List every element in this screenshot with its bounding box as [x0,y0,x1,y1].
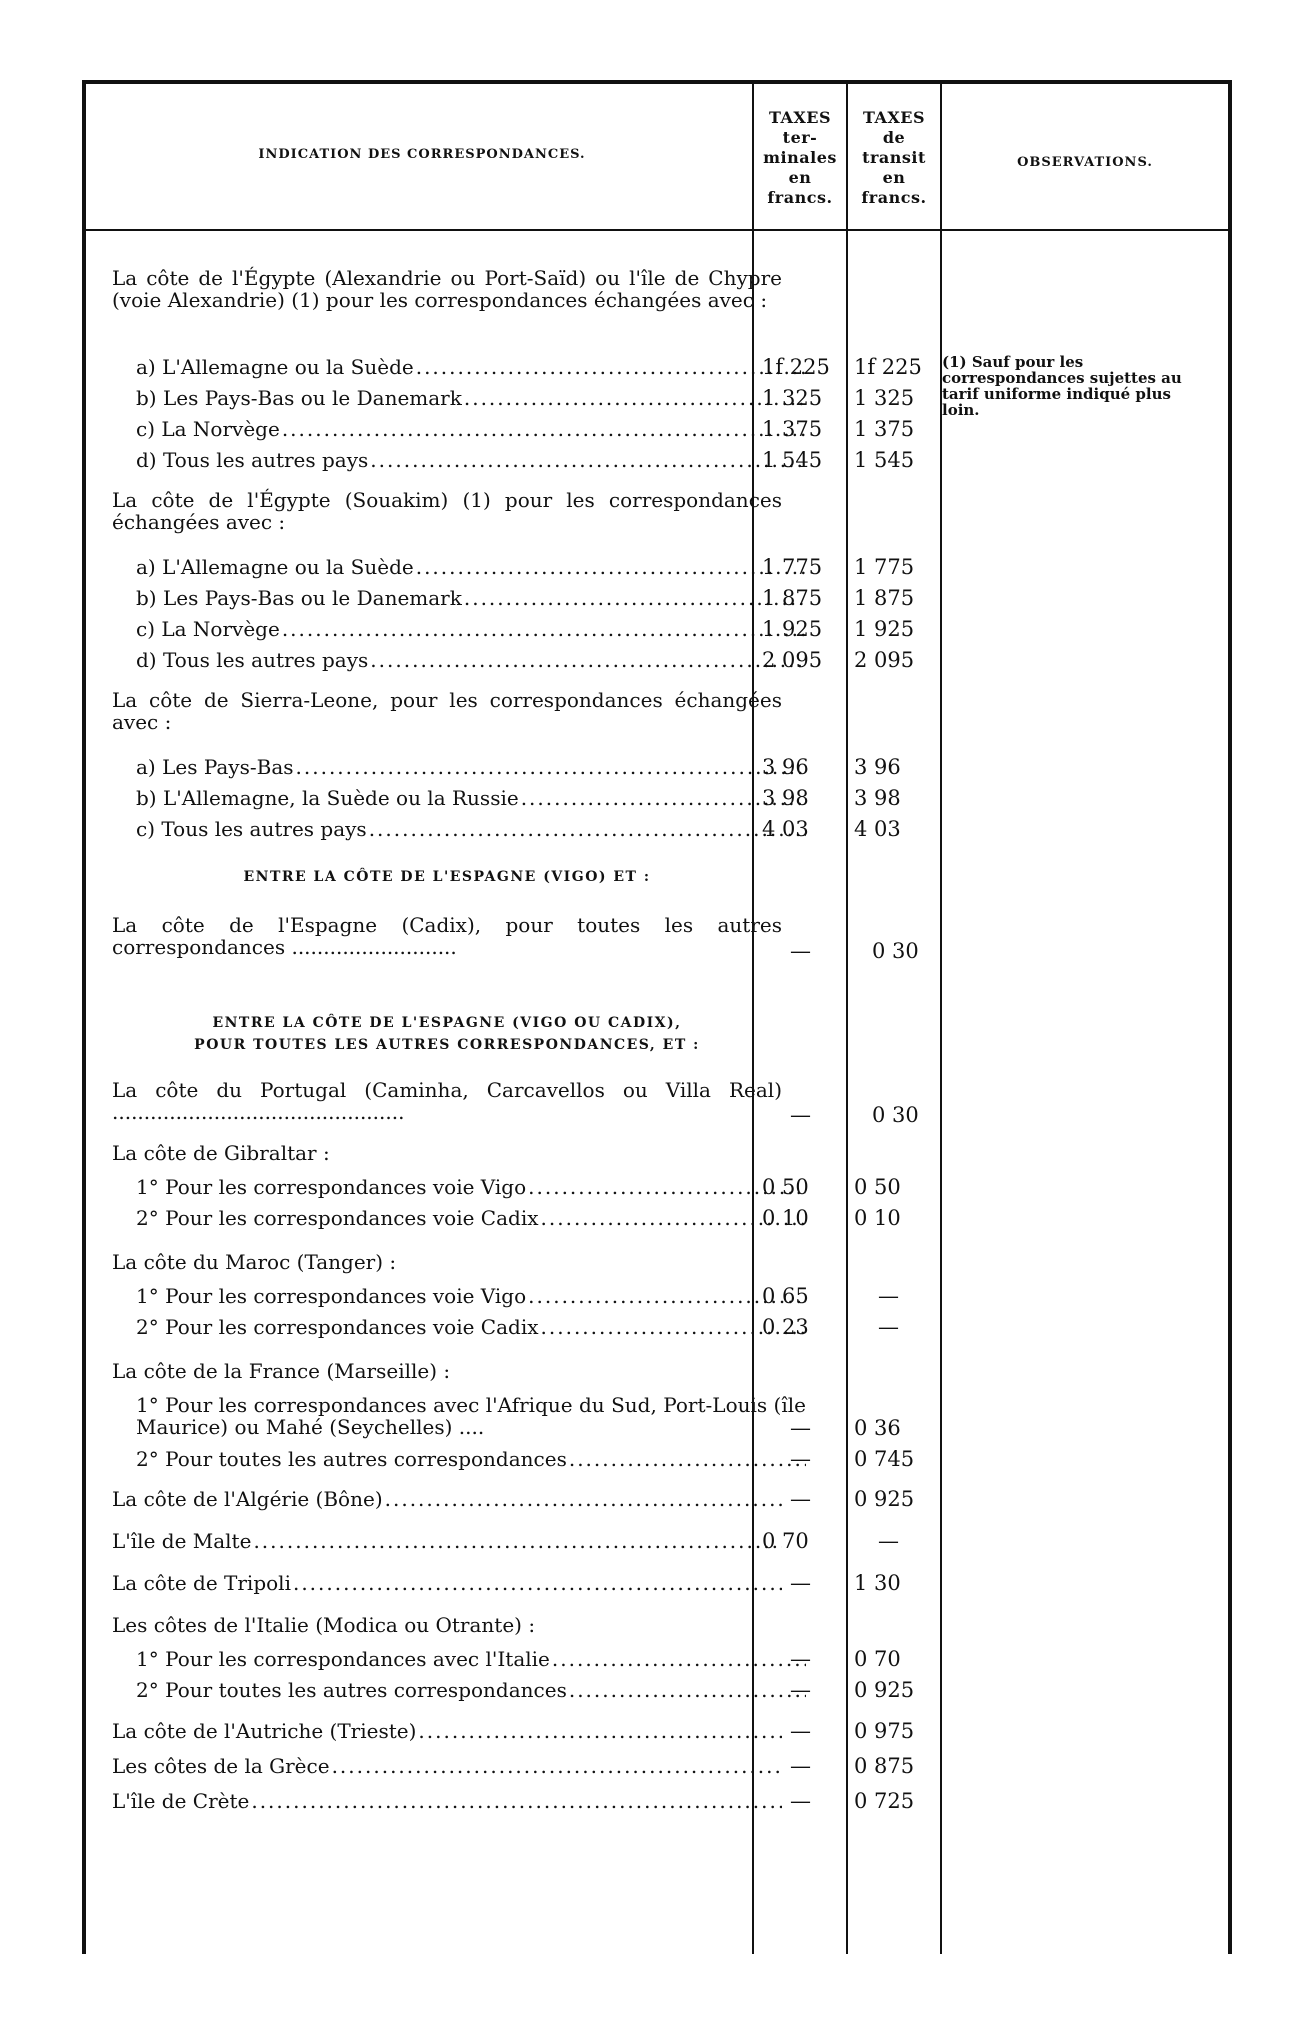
taxe-transit: — [878,1284,899,1308]
taxe-terminale: — [790,1103,811,1127]
table-row: 1° Pour les correspondances avec l'Afrique du Sud, Port-Louis (île Maurice) ou Mahé (Seychelles) .... [136,1393,806,1439]
table-row: La côte du Portugal (Caminha, Carcavellos ou Villa Real) .............................................. [112,1078,782,1124]
taxe-transit: 1 30 [854,1571,901,1595]
table-row: a) Les Pays-Bas ..... [112,756,806,778]
table-row: a) L'Allemagne ou la Suède ..... [112,356,806,378]
taxe-terminale: 1 325 [762,386,823,410]
taxe-terminale: — [790,1678,811,1702]
table-row: 2° Pour les correspondances voie Cadix ..... [112,1207,806,1229]
taxe-terminale: — [790,1647,811,1671]
taxe-transit: 0 925 [854,1487,915,1511]
taxe-terminale: — [790,1571,811,1595]
section-caption-vigo-cadix: ENTRE LA CÔTE DE L'ESPAGNE (VIGO OU CADIX), [212,1015,682,1031]
taxe-terminale: 1 925 [762,617,823,641]
table-row: b) L'Allemagne, la Suède ou la Russie ..... [112,787,806,809]
table-row: a) L'Allemagne ou la Suède ..... [112,556,806,578]
table-row: 1° Pour les correspondances avec l'Italie ..... [112,1648,806,1670]
taxe-transit: 0 975 [854,1719,915,1743]
taxe-terminale: 0 65 [762,1284,809,1308]
taxe-transit: 0 36 [854,1416,901,1440]
taxe-terminale: 0 70 [762,1529,809,1553]
taxe-transit: 0 70 [854,1647,901,1671]
table-row: L'île de Crète ..... [112,1790,782,1812]
taxe-transit: 0 745 [854,1447,915,1471]
taxe-transit: 4 03 [854,817,901,841]
taxe-transit: 1 545 [854,448,915,472]
table-row: c) La Norvège ..... [112,418,806,440]
header-indication: INDICATION DES CORRESPONDANCES. [258,147,586,162]
table-row: 1° Pour les correspondances voie Vigo ..... [112,1176,806,1198]
taxe-terminale: 1 545 [762,448,823,472]
taxe-transit: 0 30 [872,939,919,963]
header-taxes-transit: TAXES de transit en francs. [861,108,927,207]
table-row: d) Tous les autres pays ..... [112,649,806,671]
section-caption-vigo: ENTRE LA CÔTE DE L'ESPAGNE (VIGO) ET : [243,869,651,885]
taxe-terminale: 2 095 [762,648,823,672]
taxe-terminale: — [790,1754,811,1778]
taxe-terminale: 3 98 [762,786,809,810]
sierra-leone-intro: La côte de Sierra-Leone, pour les correspondances échangées avec : [112,688,782,734]
taxe-transit: 0 725 [854,1789,915,1813]
taxe-transit: 0 875 [854,1754,915,1778]
taxe-terminale: 3 96 [762,755,809,779]
table-row: La côte de l'Espagne (Cadix), pour toutes les autres correspondances .......................... [112,913,782,959]
taxe-transit: — [878,1315,899,1339]
taxe-transit: 0 925 [854,1678,915,1702]
table-row: 2° Pour toutes les autres correspondances ..... [112,1448,806,1470]
taxe-transit: 1 775 [854,555,915,579]
taxe-terminale: 1 775 [762,555,823,579]
table-row: c) Tous les autres pays ..... [112,818,806,840]
taxe-transit: 1 375 [854,417,915,441]
table-row: 1° Pour les correspondances voie Vigo ..... [112,1285,806,1307]
taxe-transit: 1f 225 [854,355,922,379]
taxe-transit: 0 30 [872,1103,919,1127]
table-row: Les côtes de la Grèce ..... [112,1755,782,1777]
taxe-terminale: 0 10 [762,1206,809,1230]
maroc-intro: La côte du Maroc (Tanger) : [112,1250,397,1274]
table-row: 2° Pour les correspondances voie Cadix ..... [112,1316,806,1338]
taxe-transit: 2 095 [854,648,915,672]
table-row: La côte de Tripoli ..... [112,1572,782,1594]
taxe-terminale: — [790,1416,811,1440]
taxe-transit: 3 98 [854,786,901,810]
table-row: L'île de Malte ..... [112,1530,782,1552]
border-left [82,84,86,1954]
table-row: La côte de l'Algérie (Bône) ..... [112,1488,782,1510]
egypt-souakim-intro: La côte de l'Égypte (Souakim) (1) pour les correspondances échangées avec : [112,488,782,534]
taxe-transit: 1 875 [854,586,915,610]
egypt-alexandrie-intro: La côte de l'Égypte (Alexandrie ou Port-Saïd) ou l'île de Chypre (voie Alexandrie) (1) pour les correspondances échangées avec : [112,266,782,312]
taxe-terminale: — [790,1487,811,1511]
table-row: d) Tous les autres pays ..... [112,449,806,471]
table-row: La côte de l'Autriche (Trieste) ..... [112,1720,782,1742]
taxe-terminale: 0 23 [762,1315,809,1339]
taxe-terminale: 1 875 [762,586,823,610]
taxe-transit: 0 50 [854,1175,901,1199]
table-row: 2° Pour toutes les autres correspondances ..... [112,1679,806,1701]
italie-intro: Les côtes de l'Italie (Modica ou Otrante) : [112,1613,536,1637]
header-rule [82,229,1232,231]
taxe-transit: 3 96 [854,755,901,779]
taxe-terminale: — [790,1719,811,1743]
table-row: b) Les Pays-Bas ou le Danemark ..... [112,587,806,609]
taxe-terminale: — [790,939,811,963]
taxe-terminale: — [790,1789,811,1813]
taxe-transit: — [878,1529,899,1553]
tariff-table [82,80,1232,1954]
table-row: c) La Norvège ..... [112,618,806,640]
taxe-transit: 1 925 [854,617,915,641]
france-intro: La côte de la France (Marseille) : [112,1359,451,1383]
table-row: b) Les Pays-Bas ou le Danemark ..... [112,387,806,409]
taxe-terminale: — [790,1447,811,1471]
taxe-terminale: 4 03 [762,817,809,841]
header-observations: OBSERVATIONS. [1017,155,1153,170]
header-taxes-terminales: TAXES ter- minales en francs. [763,108,837,207]
col-divider-2 [846,84,848,1954]
taxe-transit: 0 10 [854,1206,901,1230]
taxe-terminale: 0 50 [762,1175,809,1199]
border-right [1228,84,1232,1954]
taxe-terminale: 1 375 [762,417,823,441]
observation-note: (1) Sauf pour les correspondances sujettes au tarif uniforme indiqué plus loin. [942,353,1182,419]
taxe-terminale: 1f 225 [762,355,830,379]
section-caption-autres: POUR TOUTES LES AUTRES CORRESPONDANCES, ET : [194,1037,700,1053]
gibraltar-intro: La côte de Gibraltar : [112,1141,330,1165]
taxe-transit: 1 325 [854,386,915,410]
